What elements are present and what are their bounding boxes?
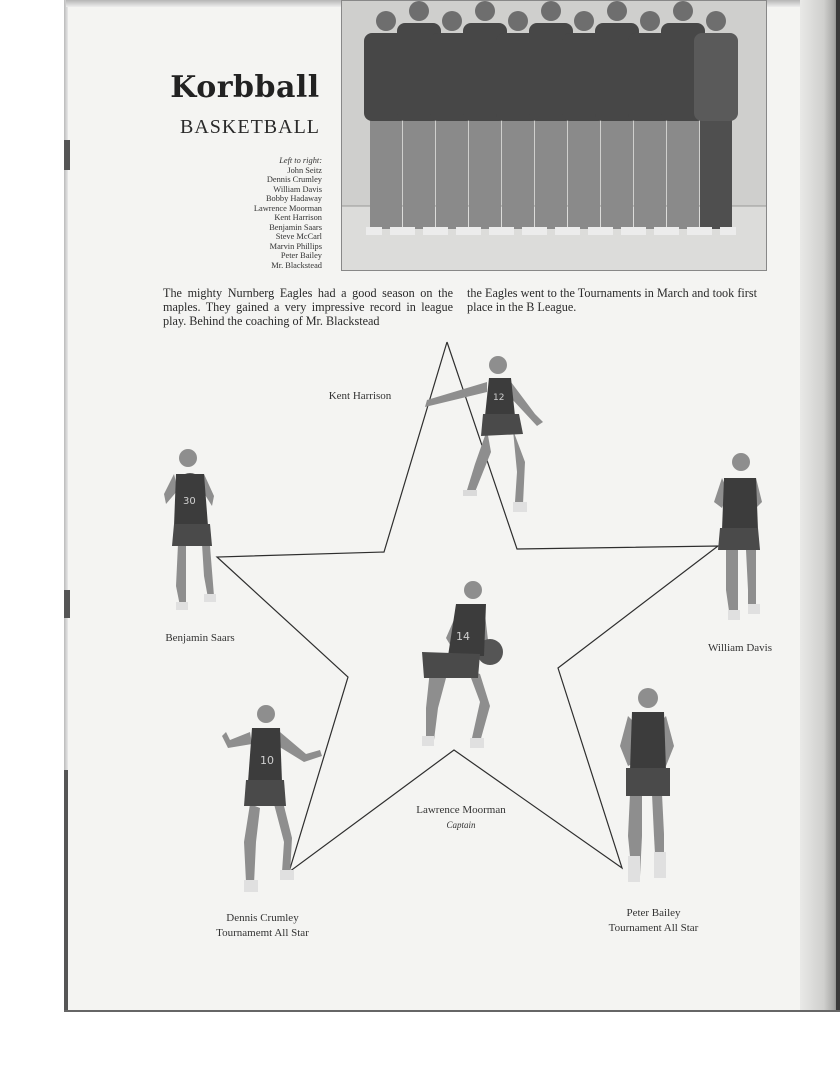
player-name: Lawrence Moorman xyxy=(416,804,506,816)
caption-dennis-crumley xyxy=(195,911,330,941)
caption-kent-harrison xyxy=(300,389,420,404)
kent-harrison-photo xyxy=(415,352,550,522)
dennis-crumley-photo xyxy=(222,702,327,902)
lineup-name: Benjamin Saars xyxy=(269,222,322,232)
player-role: Tournamemt All Star xyxy=(216,927,309,939)
lineup-name: William Davis xyxy=(273,184,322,194)
jersey-number: 10 xyxy=(260,754,274,767)
benjamin-saars-photo xyxy=(158,446,228,616)
lineup-name: Steve McCarl xyxy=(275,232,322,241)
player-name: Dennis Crumley xyxy=(226,912,299,924)
caption-peter-bailey xyxy=(586,906,721,936)
intro-paragraph-right: the Eagles went to the Tournaments in March and took first place in the B League. xyxy=(467,286,757,314)
lineup-heading: Left to right: xyxy=(279,156,322,165)
lineup-name: Dennis Crumley xyxy=(266,175,322,184)
caption-benjamin-saars xyxy=(140,631,260,646)
jersey-number: 14 xyxy=(456,630,470,643)
player-name: Benjamin Saars xyxy=(165,632,235,644)
lineup-name: Kent Harrison xyxy=(274,213,322,222)
intro-paragraph-left: The mighty Nurnberg Eagles had a good season on the maples. They gained a very impressive record in league play. Behind the coaching of Mr. Blackstead xyxy=(163,286,453,328)
lineup-name: Marvin Phillips xyxy=(269,241,322,251)
page-subtitle: BASKETBALL xyxy=(180,116,320,138)
lineup-name: Lawrence Moorman xyxy=(253,203,322,213)
lineup-name: Mr. Blackstead xyxy=(271,260,322,270)
player-name: William Davis xyxy=(707,642,773,654)
lineup-name: Peter Bailey xyxy=(280,251,322,260)
caption-william-davis xyxy=(680,641,800,656)
player-name: Kent Harrison xyxy=(328,390,392,402)
page-title: Korbball xyxy=(170,70,320,105)
jersey-number: 12 xyxy=(493,393,505,403)
player-name: Peter Bailey xyxy=(626,907,681,919)
player-role: Tournament All Star xyxy=(608,922,699,934)
william-davis-photo xyxy=(708,450,768,625)
peter-bailey-photo xyxy=(612,686,682,901)
lineup-name: John Seitz xyxy=(287,165,322,175)
lawrence-moorman-photo xyxy=(418,578,513,758)
caption-lawrence-moorman xyxy=(396,803,526,833)
player-role: Captain xyxy=(446,820,476,830)
lineup-name: Bobby Hadaway xyxy=(265,194,322,203)
jersey-number: 30 xyxy=(183,496,196,507)
